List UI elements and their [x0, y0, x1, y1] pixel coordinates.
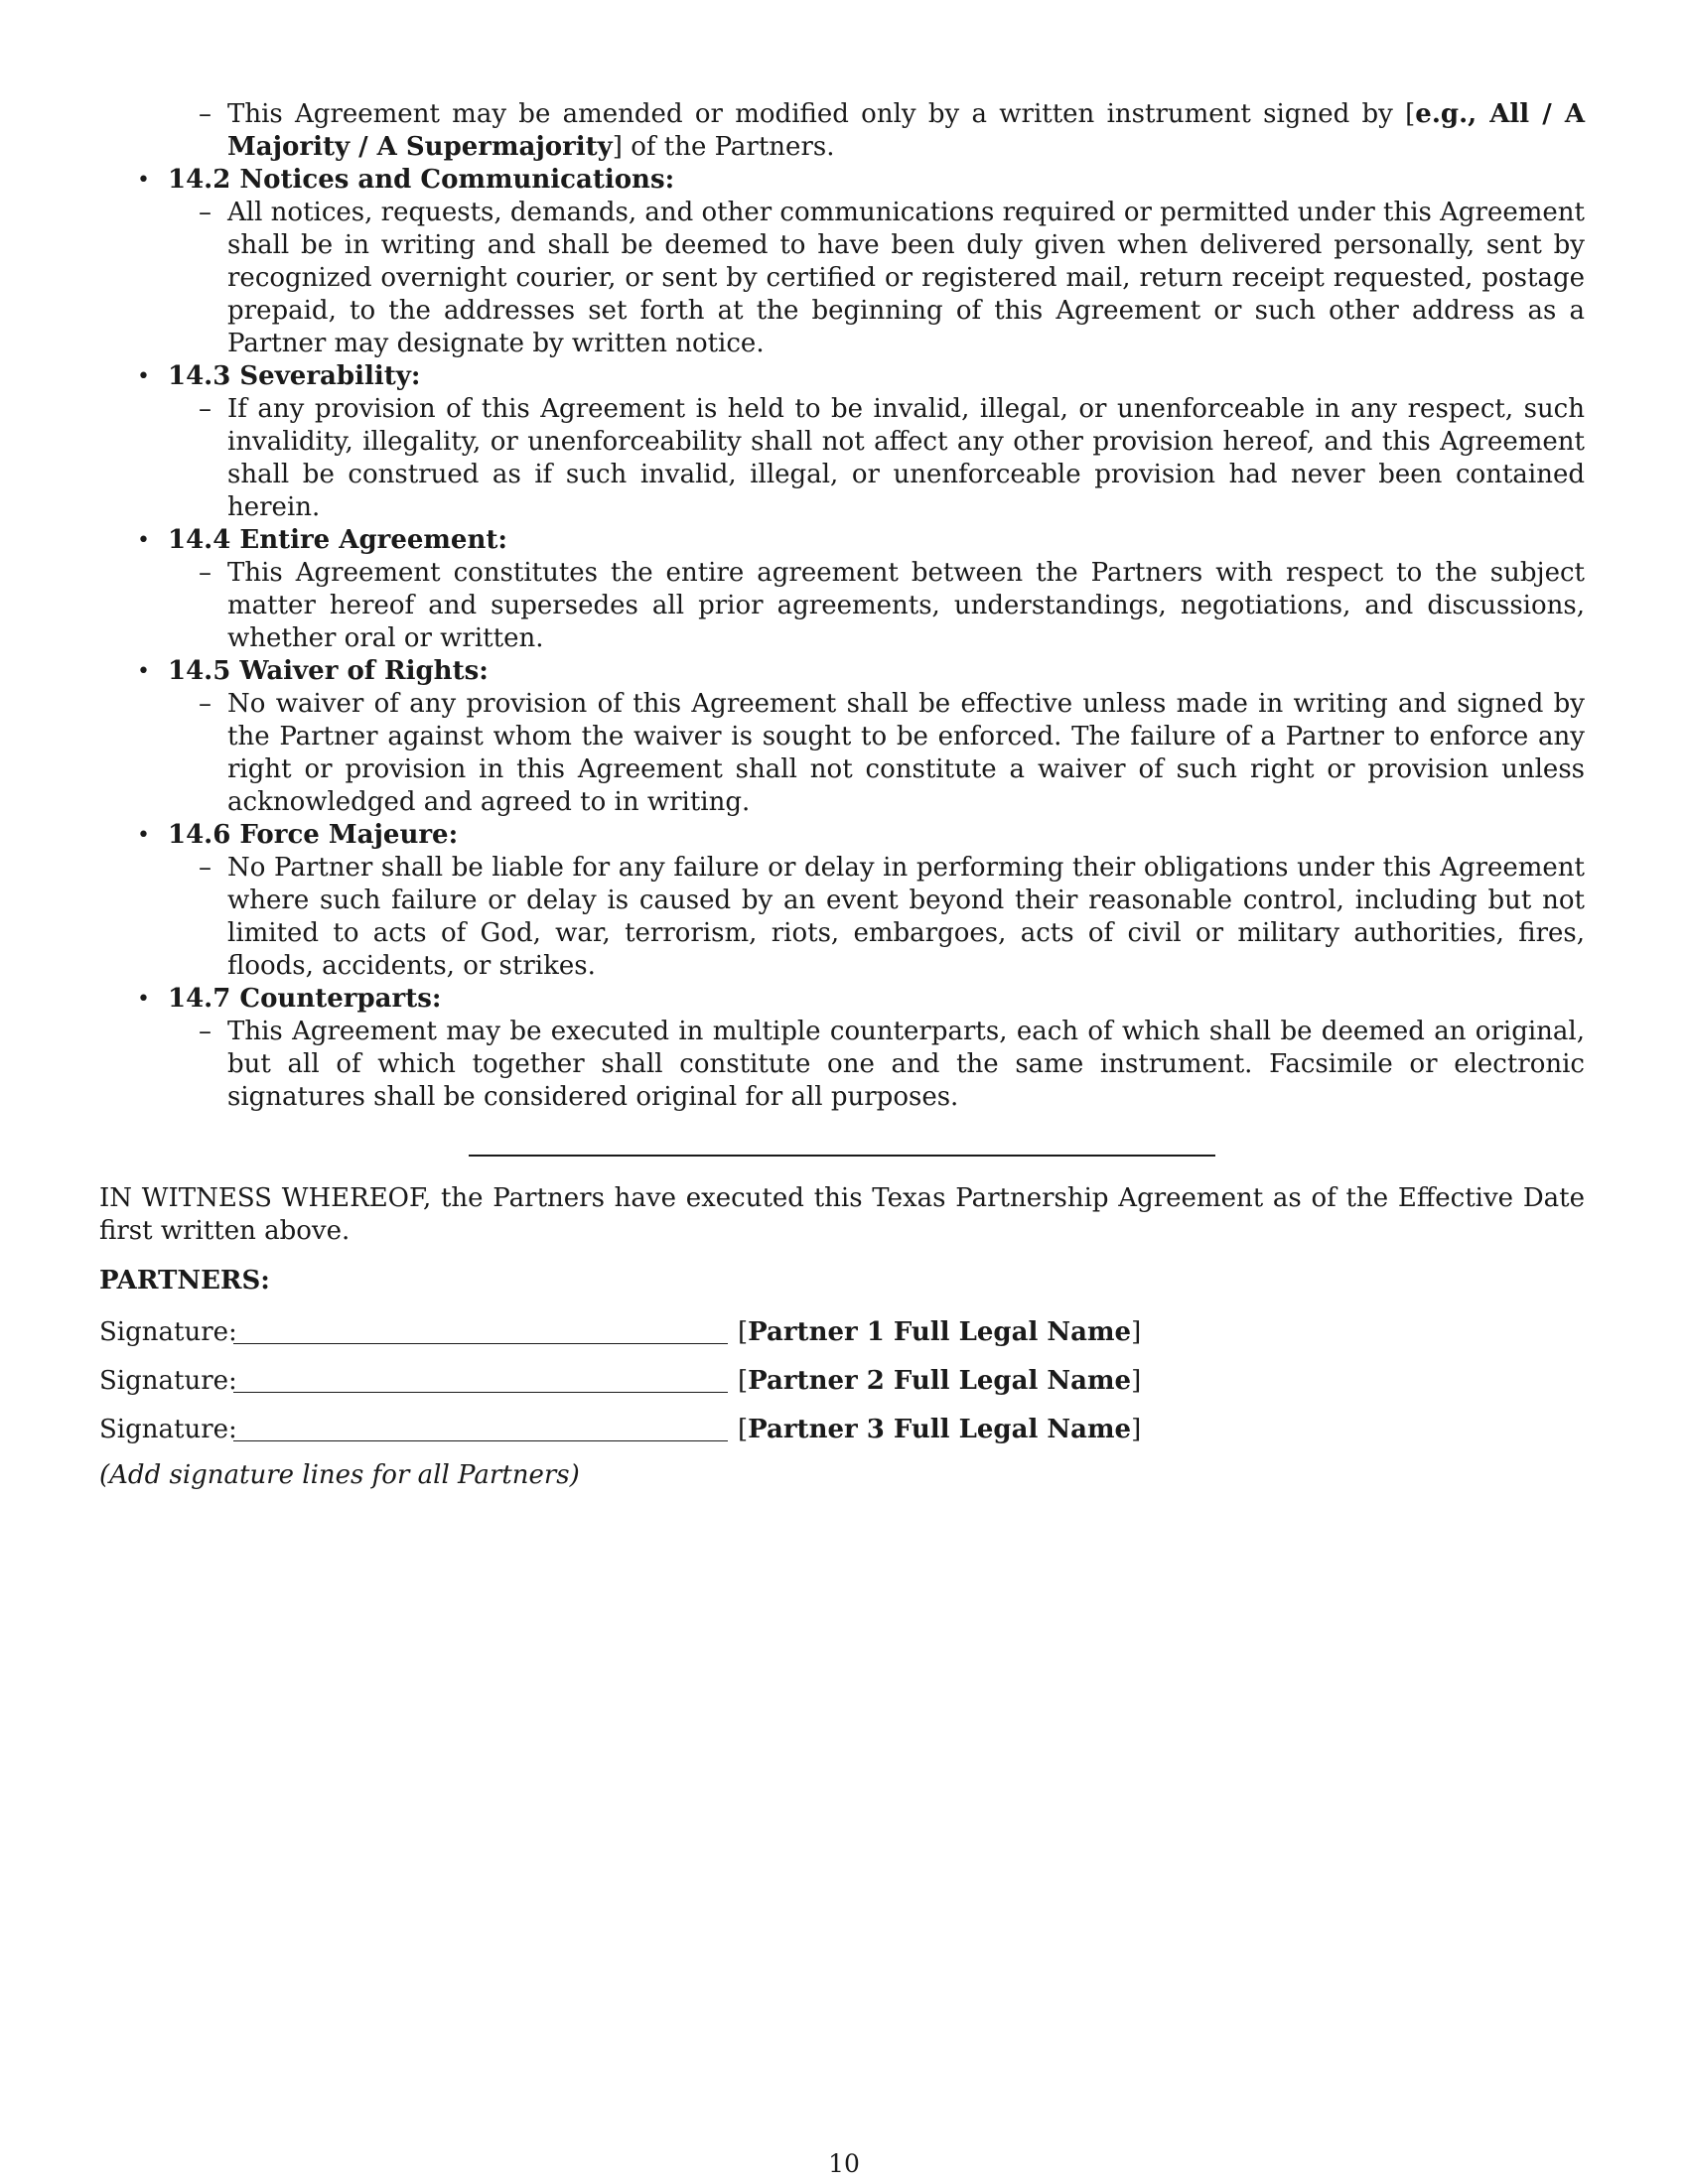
section-body: – If any provision of this Agreement is held to be invalid, illegal, or unenforceable in any respect, such invalidity, illegality, or unenforceability shall not affect any other provision hereof, and this Agreement shall be construed as if such invalid, illegal, or unenforceable provision had never been contained herein. — [168, 393, 1585, 524]
amendment-text-before: This Agreement may be amended or modified only by a written instrument signed by — [227, 99, 1406, 129]
signature-row — [99, 1411, 1585, 1443]
section-14-5 — [99, 655, 1585, 819]
bracket-open: [ — [738, 1366, 749, 1396]
signature-line[interactable] — [233, 1366, 728, 1393]
partner-name-placeholder: Partner 3 Full Legal Name — [748, 1415, 1132, 1444]
section-14-6 — [99, 819, 1585, 983]
section-body: – This Agreement constitutes the entire agreement between the Partners with respect to the subject matter hereof and supersedes all prior agreements, understandings, negotiations, and discussions, whether oral or written. — [168, 557, 1585, 655]
signature-line[interactable] — [233, 1317, 728, 1344]
partner-name-placeholder: Partner 2 Full Legal Name — [748, 1366, 1132, 1396]
bracket-close: ] — [1131, 1415, 1142, 1444]
bracket-close: ] — [1131, 1366, 1142, 1396]
section-body: – No waiver of any provision of this Agreement shall be effective unless made in writing and signed by the Partner against whom the waiver is sought to be enforced. The failure of a Partner to enforce any right or provision in this Agreement shall not constitute a waiver of such right or provision unless acknowledged and agreed to in writing. — [168, 688, 1585, 819]
section-14-3 — [99, 360, 1585, 524]
section-14-7 — [99, 983, 1585, 1114]
section-body: – This Agreement may be executed in multiple counterparts, each of which shall be deemed an original, but all of which together shall constitute one and the same instrument. Facsimile or electronic signatures shall be considered original for all purposes. — [168, 1016, 1585, 1114]
signature-label: Signature: — [99, 1317, 237, 1347]
bracket-close: ] — [612, 132, 623, 162]
section-title: • 14.7 Counterparts: — [168, 984, 442, 1014]
partner-name-placeholder: Partner 1 Full Legal Name — [748, 1317, 1132, 1347]
amendment-options: e.g., All / A Majority / A Supermajority — [227, 99, 1585, 162]
bracket-open: [ — [738, 1415, 749, 1444]
section-title: • 14.6 Force Majeure: — [168, 820, 459, 850]
document-page — [99, 98, 1585, 1492]
signature-label: Signature: — [99, 1415, 237, 1444]
section-title: • 14.4 Entire Agreement: — [168, 525, 507, 555]
signature-note: (Add signature lines for all Partners) — [99, 1460, 580, 1490]
section-14-1-continuation — [99, 98, 1585, 164]
witness-statement: IN WITNESS WHEREOF, the Partners have executed this Texas Partnership Agreement as of the Effective Date first written above. — [99, 1183, 1585, 1246]
bracket-open: [ — [1405, 99, 1416, 129]
section-title: • 14.5 Waiver of Rights: — [168, 656, 489, 686]
page-number: 10 — [828, 2149, 860, 2178]
section-14-2 — [99, 164, 1585, 360]
signature-label: Signature: — [99, 1366, 237, 1396]
amendment-text-after: of the Partners. — [622, 132, 835, 162]
bracket-open: [ — [738, 1317, 749, 1347]
signature-row — [99, 1313, 1585, 1346]
section-body: – All notices, requests, demands, and other communications required or permitted under this Agreement shall be in writing and shall be deemed to have been duly given when delivered personally, sent by recognized overnight courier, or sent by certified or registered mail, return receipt requested, postage prepaid, to the addresses set forth at the beginning of this Agreement or such other address as a Partner may designate by written notice. — [168, 197, 1585, 360]
sections-list — [99, 98, 1585, 1114]
section-title: • 14.2 Notices and Communications: — [168, 165, 675, 195]
horizontal-rule — [469, 1155, 1215, 1157]
section-title: • 14.3 Severability: — [168, 361, 421, 391]
bracket-close: ] — [1131, 1317, 1142, 1347]
partners-heading: PARTNERS: — [99, 1266, 270, 1296]
section-14-4 — [99, 524, 1585, 655]
signature-line[interactable] — [233, 1415, 728, 1441]
signature-row — [99, 1362, 1585, 1395]
section-body: – No Partner shall be liable for any failure or delay in performing their obligations under this Agreement where such failure or delay is caused by an event beyond their reasonable control, including but not limited to acts of God, war, terrorism, riots, embargoes, acts of civil or military authorities, fires, floods, accidents, or strikes. — [168, 852, 1585, 983]
amendment-clause — [168, 98, 1585, 164]
